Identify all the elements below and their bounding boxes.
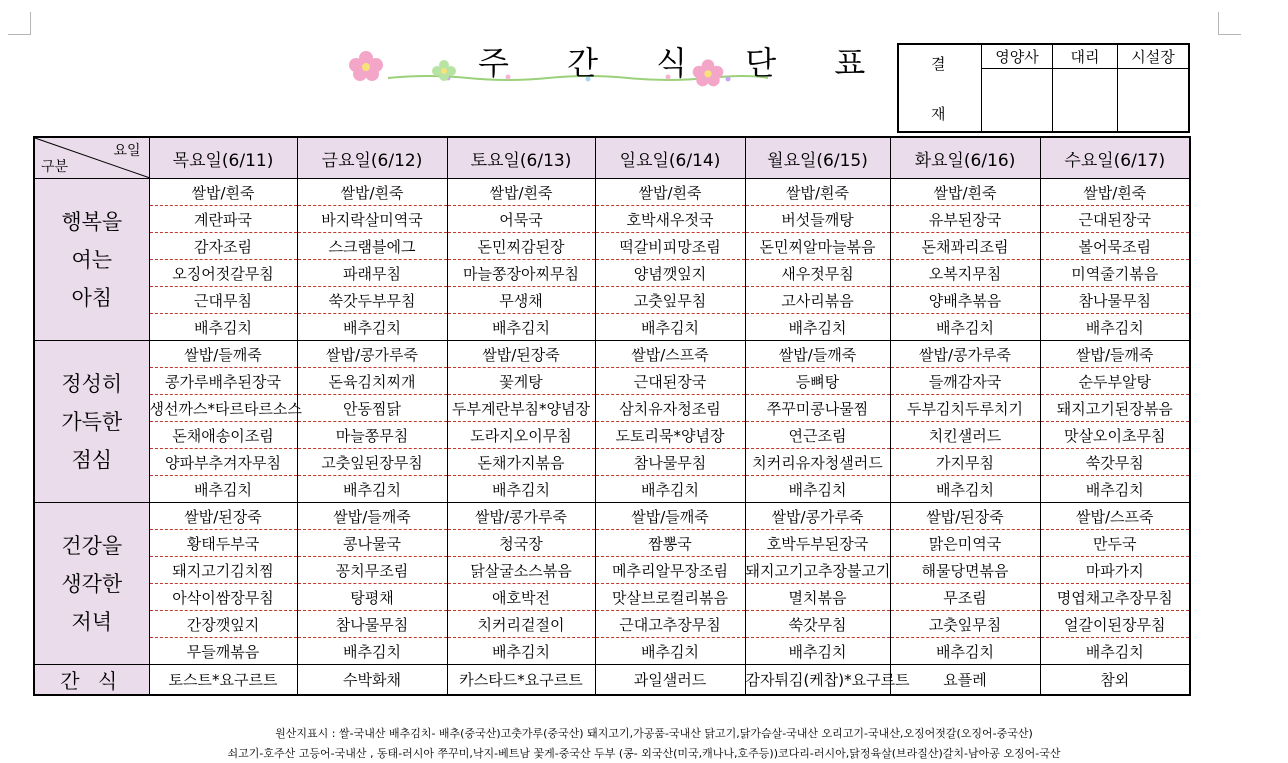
approval-side-label — [898, 44, 982, 132]
day-header: 수요일(6/17) — [1040, 137, 1190, 179]
menu-item: 배추김치 — [297, 314, 447, 341]
approval-header-director: 시설장 — [1118, 44, 1190, 68]
menu-row — [34, 179, 1190, 206]
menu-row — [34, 638, 1190, 665]
menu-item: 쌀밥/들깨죽 — [745, 341, 890, 368]
day-header-row — [34, 137, 1190, 179]
menu-item: 맑은미역국 — [890, 530, 1040, 557]
menu-item: 삼치유자청조림 — [595, 395, 745, 422]
approval-signature-box — [1053, 68, 1118, 132]
menu-item: 배추김치 — [149, 476, 297, 503]
snack-label: 간 식 — [34, 665, 149, 696]
snack-item: 수박화채 — [297, 665, 447, 696]
menu-item: 참나물무침 — [297, 611, 447, 638]
menu-row — [34, 314, 1190, 341]
page-corner-mark-right — [1218, 12, 1241, 35]
menu-item: 돈민찌알마늘볶음 — [745, 233, 890, 260]
approval-side-bottom: 재 — [931, 105, 946, 123]
menu-item: 돈채가지볶음 — [447, 449, 595, 476]
meal-label — [34, 341, 149, 503]
menu-item: 배추김치 — [1040, 476, 1190, 503]
menu-item: 두부김치두루치기 — [890, 395, 1040, 422]
menu-item: 돼지고기김치찜 — [149, 557, 297, 584]
menu-row — [34, 368, 1190, 395]
menu-item: 마파가지 — [1040, 557, 1190, 584]
menu-item: 쌀밥/스프죽 — [595, 341, 745, 368]
menu-item: 쌀밥/흰죽 — [447, 179, 595, 206]
menu-item: 배추김치 — [447, 638, 595, 665]
menu-item: 무조림 — [890, 584, 1040, 611]
menu-item: 근대된장국 — [1040, 206, 1190, 233]
menu-item: 도라지오이무침 — [447, 422, 595, 449]
menu-row — [34, 530, 1190, 557]
menu-item: 근대된장국 — [595, 368, 745, 395]
menu-item: 쌀밥/된장죽 — [447, 341, 595, 368]
menu-item: 멸치볶음 — [745, 584, 890, 611]
menu-item: 맛살브로컬리볶음 — [595, 584, 745, 611]
page-corner-mark-left — [8, 12, 31, 35]
menu-item: 치커리유자청샐러드 — [745, 449, 890, 476]
menu-item: 스크램블에그 — [297, 233, 447, 260]
menu-row — [34, 233, 1190, 260]
menu-item: 배추김치 — [149, 314, 297, 341]
day-header: 목요일(6/11) — [149, 137, 297, 179]
menu-item: 쌀밥/콩가루죽 — [297, 341, 447, 368]
meal-label-line: 아침 — [71, 285, 113, 310]
menu-row — [34, 422, 1190, 449]
menu-item: 간장깻잎지 — [149, 611, 297, 638]
menu-item: 쑥갓무침 — [1040, 449, 1190, 476]
menu-item: 돈채애송이조림 — [149, 422, 297, 449]
meal-label-line: 저녁 — [71, 609, 113, 634]
menu-row — [34, 260, 1190, 287]
menu-item: 배추김치 — [595, 314, 745, 341]
menu-item: 애호박전 — [447, 584, 595, 611]
menu-item: 고춧잎무침 — [890, 611, 1040, 638]
menu-row — [34, 449, 1190, 476]
menu-item: 아삭이쌈장무침 — [149, 584, 297, 611]
corner-label-day: 요일 — [113, 143, 141, 159]
menu-item: 쌀밥/흰죽 — [297, 179, 447, 206]
menu-item: 쌀밥/된장죽 — [890, 503, 1040, 530]
menu-item: 쌀밥/콩가루죽 — [745, 503, 890, 530]
menu-item: 고춧잎된장무침 — [297, 449, 447, 476]
day-header: 토요일(6/13) — [447, 137, 595, 179]
menu-item: 연근조림 — [745, 422, 890, 449]
menu-item: 치킨샐러드 — [890, 422, 1040, 449]
menu-item: 배추김치 — [595, 476, 745, 503]
menu-item: 쑥갓두부무침 — [297, 287, 447, 314]
menu-item: 청국장 — [447, 530, 595, 557]
menu-item: 배추김치 — [447, 476, 595, 503]
snack-item: 참외 — [1040, 665, 1190, 696]
menu-item: 쌀밥/흰죽 — [149, 179, 297, 206]
menu-item: 닭살굴소스볶음 — [447, 557, 595, 584]
menu-item: 어묵국 — [447, 206, 595, 233]
menu-item: 쌀밥/들깨죽 — [149, 341, 297, 368]
menu-item: 떡갈비피망조림 — [595, 233, 745, 260]
meal-label-line: 점심 — [71, 447, 113, 472]
menu-item: 참나물무침 — [1040, 287, 1190, 314]
menu-item: 생선까스*타르타르소스 — [149, 395, 297, 422]
snack-item: 감자튀김(케찹)*요구르트 — [745, 665, 890, 696]
menu-item: 바지락살미역국 — [297, 206, 447, 233]
menu-item: 도토리묵*양념장 — [595, 422, 745, 449]
menu-item: 가지무침 — [890, 449, 1040, 476]
menu-item: 양파부추겨자무침 — [149, 449, 297, 476]
menu-item: 배추김치 — [297, 476, 447, 503]
menu-item: 순두부알탕 — [1040, 368, 1190, 395]
menu-item: 오복지무침 — [890, 260, 1040, 287]
meal-label-line: 가득한 — [61, 409, 123, 434]
menu-item: 배추김치 — [890, 314, 1040, 341]
menu-item: 황태두부국 — [149, 530, 297, 557]
menu-item: 마늘쫑장아찌무침 — [447, 260, 595, 287]
menu-item: 계란파국 — [149, 206, 297, 233]
menu-item: 등뼈탕 — [745, 368, 890, 395]
menu-item: 배추김치 — [1040, 638, 1190, 665]
menu-row — [34, 287, 1190, 314]
day-header: 금요일(6/12) — [297, 137, 447, 179]
menu-item: 해물당면볶음 — [890, 557, 1040, 584]
menu-row — [34, 503, 1190, 530]
menu-item: 돼지고기고추장불고기 — [745, 557, 890, 584]
menu-item: 쌀밥/흰죽 — [1040, 179, 1190, 206]
menu-item: 돈채꽈리조림 — [890, 233, 1040, 260]
menu-item: 쌀밥/들깨죽 — [297, 503, 447, 530]
origin-notice-line-1: 원산지표시 : 쌀-국내산 배추김치- 배추(중국산)고춧가루(중국산) 돼지고기,가공품-국내산 닭고기,닭가슴살-국내산 오리고기-국내산,오징어젓갈(오징어-중국산) — [275, 727, 1033, 740]
snack-item: 요플레 — [890, 665, 1040, 696]
snack-item: 토스트*요구르트 — [149, 665, 297, 696]
menu-item: 오징어젓갈무침 — [149, 260, 297, 287]
snack-item: 과일샐러드 — [595, 665, 745, 696]
meal-label-line: 정성히 — [61, 371, 123, 396]
menu-item: 쭈꾸미콩나물찜 — [745, 395, 890, 422]
menu-row — [34, 584, 1190, 611]
menu-item: 근대무침 — [149, 287, 297, 314]
menu-item: 마늘쫑무침 — [297, 422, 447, 449]
menu-item: 배추김치 — [745, 314, 890, 341]
menu-item: 들깨감자국 — [890, 368, 1040, 395]
menu-item: 참나물무침 — [595, 449, 745, 476]
menu-item: 양배추볶음 — [890, 287, 1040, 314]
menu-item: 쌀밥/흰죽 — [745, 179, 890, 206]
menu-item: 짬뽕국 — [595, 530, 745, 557]
menu-item: 고사리볶음 — [745, 287, 890, 314]
menu-item: 미역줄기볶음 — [1040, 260, 1190, 287]
weekly-menu-table — [33, 136, 1191, 696]
flower-icon — [432, 60, 456, 80]
menu-row — [34, 341, 1190, 368]
flower-icon — [346, 50, 386, 80]
menu-item: 메추리알무장조림 — [595, 557, 745, 584]
menu-item: 배추김치 — [890, 476, 1040, 503]
menu-item: 쌀밥/콩가루죽 — [447, 503, 595, 530]
menu-item: 배추김치 — [745, 476, 890, 503]
menu-row — [34, 395, 1190, 422]
menu-row — [34, 611, 1190, 638]
menu-item: 두부계란부침*양념장 — [447, 395, 595, 422]
menu-item: 맛살오이초무침 — [1040, 422, 1190, 449]
menu-item: 무생채 — [447, 287, 595, 314]
menu-item: 호박새우젓국 — [595, 206, 745, 233]
menu-item: 쑥갓무침 — [745, 611, 890, 638]
menu-item: 배추김치 — [1040, 314, 1190, 341]
menu-item: 명엽채고추장무침 — [1040, 584, 1190, 611]
menu-item: 돈민찌감된장 — [447, 233, 595, 260]
meal-label — [34, 179, 149, 341]
menu-item: 쌀밥/스프죽 — [1040, 503, 1190, 530]
menu-item: 만두국 — [1040, 530, 1190, 557]
menu-item: 근대고추장무침 — [595, 611, 745, 638]
day-header: 화요일(6/16) — [890, 137, 1040, 179]
menu-item: 호박두부된장국 — [745, 530, 890, 557]
origin-notice-line-2: 쇠고기-호주산 고등어-국내산 , 동태-러시아 쭈꾸미,낙지-베트남 꽃게-중국산 두부 (콩- 외국산(미국,캐나나,호주등))코다리-러시아,닭정육살(브라질산)갈치-남아공 오징어-국산 — [227, 747, 1061, 760]
snack-row — [34, 665, 1190, 696]
meal-label-line: 생각한 — [61, 571, 123, 596]
menu-item: 파래무침 — [297, 260, 447, 287]
menu-item: 쌀밥/흰죽 — [890, 179, 1040, 206]
page-title: 주 간 식 단 표 — [478, 44, 890, 82]
corner-label-category: 구분 — [41, 159, 69, 175]
menu-item: 쌀밥/된장죽 — [149, 503, 297, 530]
meal-label-line: 여는 — [71, 247, 113, 272]
meal-label-line: 행복을 — [61, 209, 123, 234]
meal-label — [34, 503, 149, 665]
menu-row — [34, 557, 1190, 584]
menu-item: 배추김치 — [447, 314, 595, 341]
menu-item: 치커리겉절이 — [447, 611, 595, 638]
approval-header-deputy: 대리 — [1053, 44, 1118, 68]
menu-item: 감자조림 — [149, 233, 297, 260]
menu-item: 새우젓무침 — [745, 260, 890, 287]
menu-row — [34, 476, 1190, 503]
approval-signature-box — [1118, 68, 1190, 132]
menu-item: 배추김치 — [297, 638, 447, 665]
corner-cell — [34, 137, 149, 179]
menu-item: 배추김치 — [595, 638, 745, 665]
menu-item: 배추김치 — [890, 638, 1040, 665]
menu-item: 버섯들깨탕 — [745, 206, 890, 233]
menu-item: 돈육김치찌개 — [297, 368, 447, 395]
menu-item: 배추김치 — [745, 638, 890, 665]
menu-item: 고춧잎무침 — [595, 287, 745, 314]
menu-row — [34, 206, 1190, 233]
approval-box — [897, 43, 1190, 133]
menu-item: 무들깨볶음 — [149, 638, 297, 665]
day-header: 일요일(6/14) — [595, 137, 745, 179]
menu-item: 쌀밥/들깨죽 — [1040, 341, 1190, 368]
approval-side-top: 결 — [931, 55, 946, 73]
menu-item: 쌀밥/콩가루죽 — [890, 341, 1040, 368]
meal-label-line: 건강을 — [61, 533, 123, 558]
approval-header-nutritionist: 영양사 — [982, 44, 1053, 68]
menu-item: 돼지고기된장볶음 — [1040, 395, 1190, 422]
menu-item: 탕평채 — [297, 584, 447, 611]
snack-item: 카스타드*요구르트 — [447, 665, 595, 696]
day-header: 월요일(6/15) — [745, 137, 890, 179]
menu-item: 유부된장국 — [890, 206, 1040, 233]
menu-item: 콩가루배추된장국 — [149, 368, 297, 395]
title-area — [338, 36, 890, 86]
approval-signature-box — [982, 68, 1053, 132]
menu-item: 콩나물국 — [297, 530, 447, 557]
menu-item: 쌀밥/들깨죽 — [595, 503, 745, 530]
menu-item: 쌀밥/흰죽 — [595, 179, 745, 206]
menu-item: 안동찜닭 — [297, 395, 447, 422]
menu-item: 양념깻잎지 — [595, 260, 745, 287]
menu-item: 꽃게탕 — [447, 368, 595, 395]
menu-item: 얼갈이된장무침 — [1040, 611, 1190, 638]
menu-item: 볼어묵조림 — [1040, 233, 1190, 260]
menu-item: 꽁치무조림 — [297, 557, 447, 584]
